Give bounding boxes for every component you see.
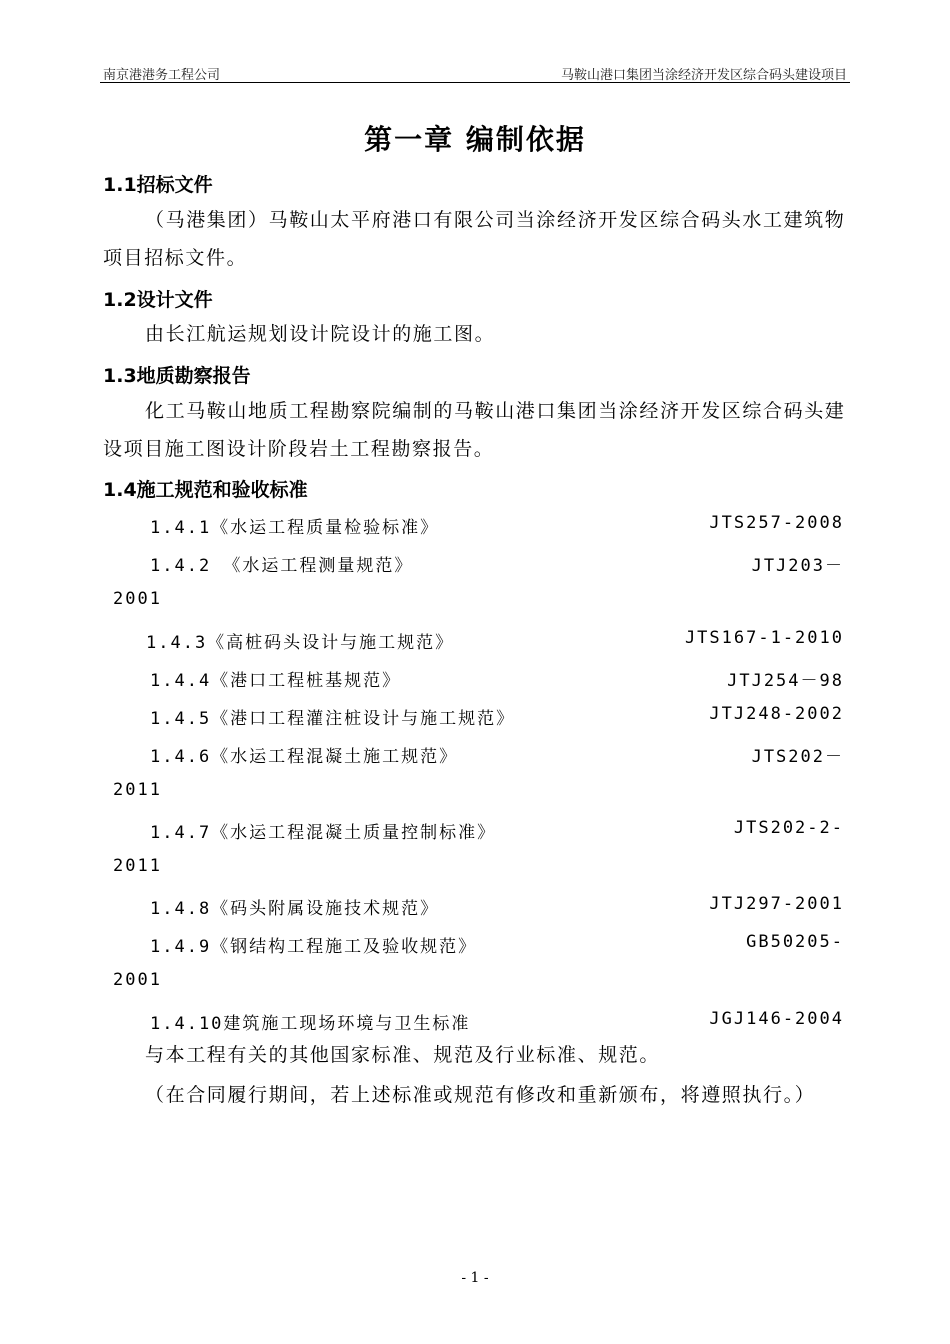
header-project: 马鞍山港口集团当涂经济开发区综合码头建设项目: [560, 68, 847, 83]
standard-code: JTS202－: [751, 747, 844, 767]
standard-title: 1.4.9《钢结构工程施工及验收规范》: [150, 937, 478, 957]
standard-item: [110, 886, 850, 924]
section-text-1-1: （马港集团）马鞍山太平府港口有限公司当涂经济开发区综合码头水工建筑物项目招标文件。: [103, 209, 846, 269]
standard-code: JTJ254－98: [727, 671, 844, 691]
standard-title: 1.4.10建筑施工现场环境与卫生标准: [150, 1014, 471, 1034]
section-heading-1-3: 1.3地质勘察报告: [103, 365, 251, 387]
standard-code: JGJ146-2004: [709, 1009, 844, 1029]
standard-item: [110, 810, 850, 848]
header-divider: [100, 82, 850, 83]
section-heading-1-2: 1.2设计文件: [103, 289, 213, 311]
standard-item: [110, 658, 850, 696]
standard-title: 1.4.5《港口工程灌注桩设计与施工规范》: [150, 709, 516, 729]
standard-code: JTS257-2008: [709, 513, 844, 533]
standard-code-continuation: 2011: [113, 856, 162, 876]
standard-code: JTS202-2-: [733, 818, 844, 838]
standard-title: 1.4.3《高桩码头设计与施工规范》: [146, 633, 455, 653]
standard-code: JTS167-1-2010: [684, 628, 844, 648]
page-number: - 1 -: [461, 1270, 489, 1286]
standard-title: 1.4.6《水运工程混凝土施工规范》: [150, 747, 459, 767]
standard-item: [110, 543, 850, 581]
standard-item: [110, 696, 850, 734]
standard-title: 1.4.8《码头附属设施技术规范》: [150, 899, 440, 919]
standard-code: JTJ297-2001: [709, 894, 844, 914]
standard-item: [110, 1001, 850, 1039]
standard-item: [110, 924, 850, 962]
standard-code-continuation: 2001: [113, 589, 162, 609]
standard-code-continuation: 2011: [113, 780, 162, 800]
standard-title: 1.4.7《水运工程混凝土质量控制标准》: [150, 823, 497, 843]
standard-title: 1.4.4《港口工程桩基规范》: [150, 671, 402, 691]
standard-item: [110, 620, 850, 658]
standard-item: [110, 505, 850, 543]
standard-item: [110, 734, 850, 772]
chapter-title: 第一章 编制依据: [364, 123, 586, 156]
standard-code: JTJ203－: [751, 556, 844, 576]
standard-code: GB50205-: [746, 932, 844, 952]
standard-code: JTJ248-2002: [709, 704, 844, 724]
standard-code-continuation: 2001: [113, 970, 162, 990]
header-company: 南京港港务工程公司: [103, 68, 221, 83]
note-text: （在合同履行期间，若上述标准或规范有修改和重新颁布，将遵照执行。）: [145, 1084, 816, 1106]
section-heading-1-1: 1.1招标文件: [103, 174, 213, 196]
standard-title: 1.4.1《水运工程质量检验标准》: [150, 518, 440, 538]
section-text-1-3: 化工马鞍山地质工程勘察院编制的马鞍山港口集团当涂经济开发区综合码头建设项目施工图设计阶段岩土工程勘察报告。: [103, 400, 846, 460]
section-heading-1-4: 1.4施工规范和验收标准: [103, 479, 308, 501]
section-text-1-2: 由长江航运规划设计院设计的施工图。: [145, 323, 496, 345]
closing-text: 与本工程有关的其他国家标准、规范及行业标准、规范。: [145, 1044, 661, 1066]
standard-title: 1.4.2 《水运工程测量规范》: [150, 556, 414, 576]
